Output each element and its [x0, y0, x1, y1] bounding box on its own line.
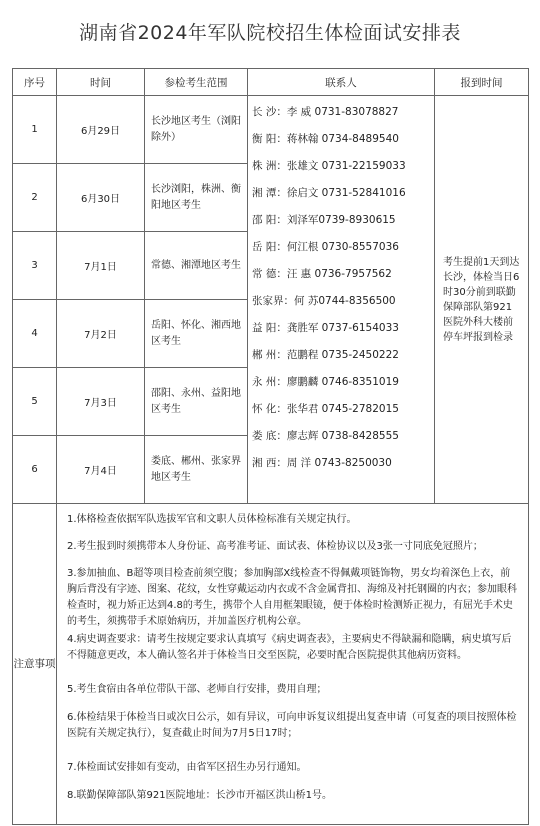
row-range: 邵阳、永州、益阳地区考生: [145, 368, 248, 436]
row-seq: 5: [13, 368, 57, 436]
contact-item: 株 洲：张雄文 0731-22159033: [252, 160, 406, 172]
row-time: 7月1日: [57, 232, 145, 300]
note-item: 8.联勤保障部队第921医院地址：长沙市开福区洪山桥1号。: [67, 790, 332, 801]
schedule-table: [12, 68, 529, 825]
row-seq: 3: [13, 232, 57, 300]
row-range: 岳阳、怀化、湘西地区考生: [145, 300, 248, 368]
note-item: 2.考生报到时须携带本人身份证、高考准考证、面试表、体检协议以及3张一寸同底免冠照片；: [67, 541, 483, 552]
row-range: 长沙地区考生（浏阳除外）: [145, 96, 248, 164]
contacts-cell: [248, 96, 435, 504]
contact-item: 湘 潭：徐启文 0731-52841016: [252, 187, 406, 199]
notes-cell: [57, 504, 529, 825]
row-time: 6月29日: [57, 96, 145, 164]
row-time: 6月30日: [57, 164, 145, 232]
row-time: 7月4日: [57, 436, 145, 504]
notes-label: 注意事项: [13, 504, 57, 825]
note-item: 1.体格检查依据军队选拔军官和文职人员体检标准有关规定执行。: [67, 514, 357, 525]
row-time: 7月2日: [57, 300, 145, 368]
table-row: [13, 96, 529, 164]
row-time: 7月3日: [57, 368, 145, 436]
note-item: 5.考生食宿由各单位带队干部、老师自行安排，费用自理；: [67, 684, 327, 695]
note-item: 4.病史调查要求：请考生按规定要求认真填写《病史调查表》，主要病史不得缺漏和隐瞒，病史填写后不得随意更改，本人确认签名并于体检当日交至医院，必要时配合医院提供其他病历资料。: [67, 634, 512, 661]
contact-item: 邵 阳：刘泽军0739-8930615: [252, 214, 396, 226]
notes-row: [13, 504, 529, 825]
row-seq: 4: [13, 300, 57, 368]
header-time: 时间: [57, 69, 145, 96]
header-range: 参检考生范围: [145, 69, 248, 96]
contact-item: 益 阳：龚胜军 0737-6154033: [252, 322, 399, 334]
header-seq: 序号: [13, 69, 57, 96]
row-seq: 6: [13, 436, 57, 504]
contact-item: 张家界：何 苏0744-8356500: [252, 295, 396, 307]
contact-item: 永 州：廖鹏麟 0746-8351019: [252, 376, 399, 388]
contact-item: 郴 州：范鹏程 0735-2450222: [252, 349, 399, 361]
contact-item: 常 德：汪 惠 0736-7957562: [252, 268, 392, 280]
contact-item: 岳 阳：何江根 0730-8557036: [252, 241, 399, 253]
row-seq: 2: [13, 164, 57, 232]
report-time-cell: 考生提前1天到达长沙，体检当日6时30分前到联勤保障部队第921医院外科大楼前停车坪报到检录: [435, 96, 529, 504]
row-seq: 1: [13, 96, 57, 164]
note-item: 7.体检面试安排如有变动，由省军区招生办另行通知。: [67, 762, 307, 773]
contact-item: 衡 阳：蒋林翰 0734-8489540: [252, 133, 399, 145]
contact-item: 长 沙：李 威 0731-83078827: [252, 106, 399, 118]
contact-item: 娄 底：廖志辉 0738-8428555: [252, 430, 399, 442]
note-item: 6.体检结果于体检当日或次日公示，如有异议，可向申诉复议组提出复查申请（可复查的项目按照体检医院有关规定执行），复查截止时间为7月5日17时；: [67, 712, 517, 739]
row-range: 娄底、郴州、张家界地区考生: [145, 436, 248, 504]
table-header-row: [13, 69, 529, 96]
header-contact: 联系人: [248, 69, 435, 96]
note-item: 3.参加抽血、B超等项目检查前须空腹；参加胸部X线检查不得佩戴项链饰物，男女均着深色上衣，前胸后背没有字迹、图案、花纹，女性穿戴运动内衣或不含金属背扣、海绵及衬托钢圈的内衣；参加眼科检查时，视力矫正达到4.8的考生，携带个人自用框架眼镜，便于体检时检测矫正视力，有屈光手术史的考生，须携带手术原始病历，并加盖医疗机构公章。: [67, 568, 517, 627]
row-range: 长沙浏阳，株洲、衡阳地区考生: [145, 164, 248, 232]
row-range: 常德、湘潭地区考生: [145, 232, 248, 300]
page-title: 湖南省2024年军队院校招生体检面试安排表: [79, 22, 461, 44]
contact-item: 怀 化：张华君 0745-2782015: [252, 403, 399, 415]
contact-item: 湘 西：周 洋 0743-8250030: [252, 457, 392, 469]
header-report: 报到时间: [435, 69, 529, 96]
